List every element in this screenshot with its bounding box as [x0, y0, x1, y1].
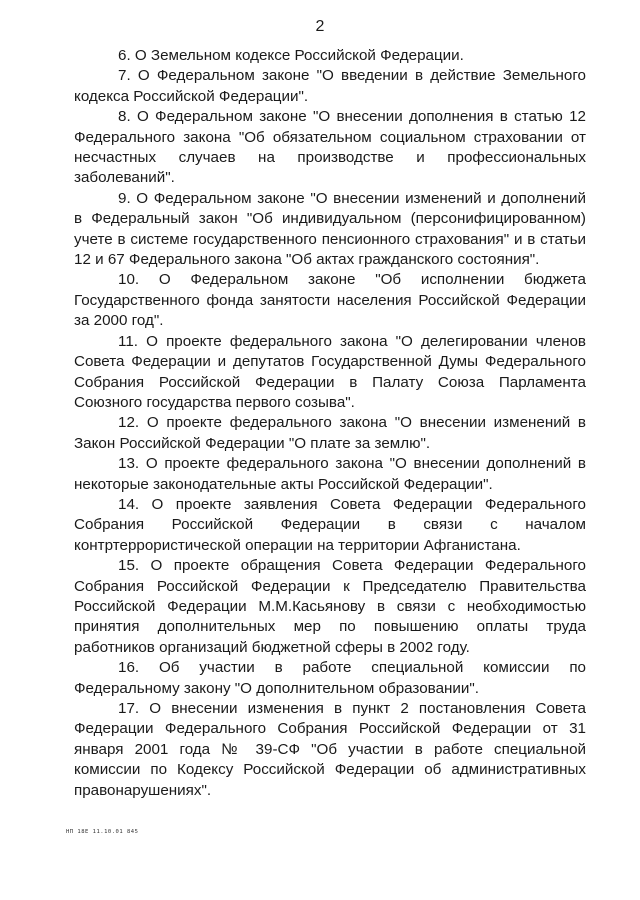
document-footer-code: НП 18Е 11.10.01 845 [66, 829, 139, 835]
agenda-item-13: 13. О проекте федерального закона "О внесении дополнений в некоторые законодательные акты Российской Федерации". [74, 455, 586, 493]
agenda-item-15: 15. О проекте обращения Совета Федерации Федерального Собрания Российской Федерации к Председателю Правительства Российской Федерации М.М.Касьянову в связи с необходимостью принятия дополнительных мер по повышению оплаты труда работников организаций бюджетной сферы в 2002 году. [74, 557, 586, 656]
agenda-item-16: 16. Об участии в работе специальной комиссии по Федеральному закону "О дополнительном образовании". [74, 659, 586, 697]
agenda-item-10: 10. О Федеральном законе "Об исполнении бюджета Государственного фонда занятости населения Российской Федерации за 2000 год". [74, 271, 586, 330]
agenda-item-12: 12. О проекте федерального закона "О внесении изменений в Закон Российской Федерации "О плате за землю". [74, 414, 586, 452]
agenda-item-14: 14. О проекте заявления Совета Федерации Федерального Собрания Российской Федерации в связи с началом контртеррористической операции на территории Афганистана. [74, 495, 586, 554]
agenda-item-7: 7. О Федеральном законе "О введении в действие Земельного кодекса Российской Федерации". [74, 67, 586, 105]
agenda-list [74, 46, 586, 801]
agenda-item-8: 8. О Федеральном законе "О внесении дополнения в статью 12 Федерального закона "Об обязательном социальном страховании от несчастных случаев на производстве и профессиональных заболеваний". [74, 108, 586, 187]
page-number: 2 [315, 18, 325, 35]
agenda-item-9: 9. О Федеральном законе "О внесении изменений и дополнений в Федеральный закон "Об индивидуальном (персонифицированном) учете в системе государственного пенсионного страхования" и в статьи 12 и 67 Федерального закона "Об актах гражданского состояния". [74, 189, 586, 269]
agenda-item-17: 17. О внесении изменения в пункт 2 постановления Совета Федерации Федерального Собрания Российской Федерации от 31 января 2001 года № 39-СФ "Об участии в работе специальной комиссии по Кодексу Российской Федерации об административных правонарушениях". [74, 700, 586, 799]
agenda-item-11: 11. О проекте федерального закона "О делегировании членов Совета Федерации и депутатов Государственной Думы Федерального Собрания Российской Федерации в Палату Союза Парламента Союзного государства первого созыва". [74, 332, 586, 411]
agenda-item-6: 6. О Земельном кодексе Российской Федерации. [118, 47, 464, 64]
